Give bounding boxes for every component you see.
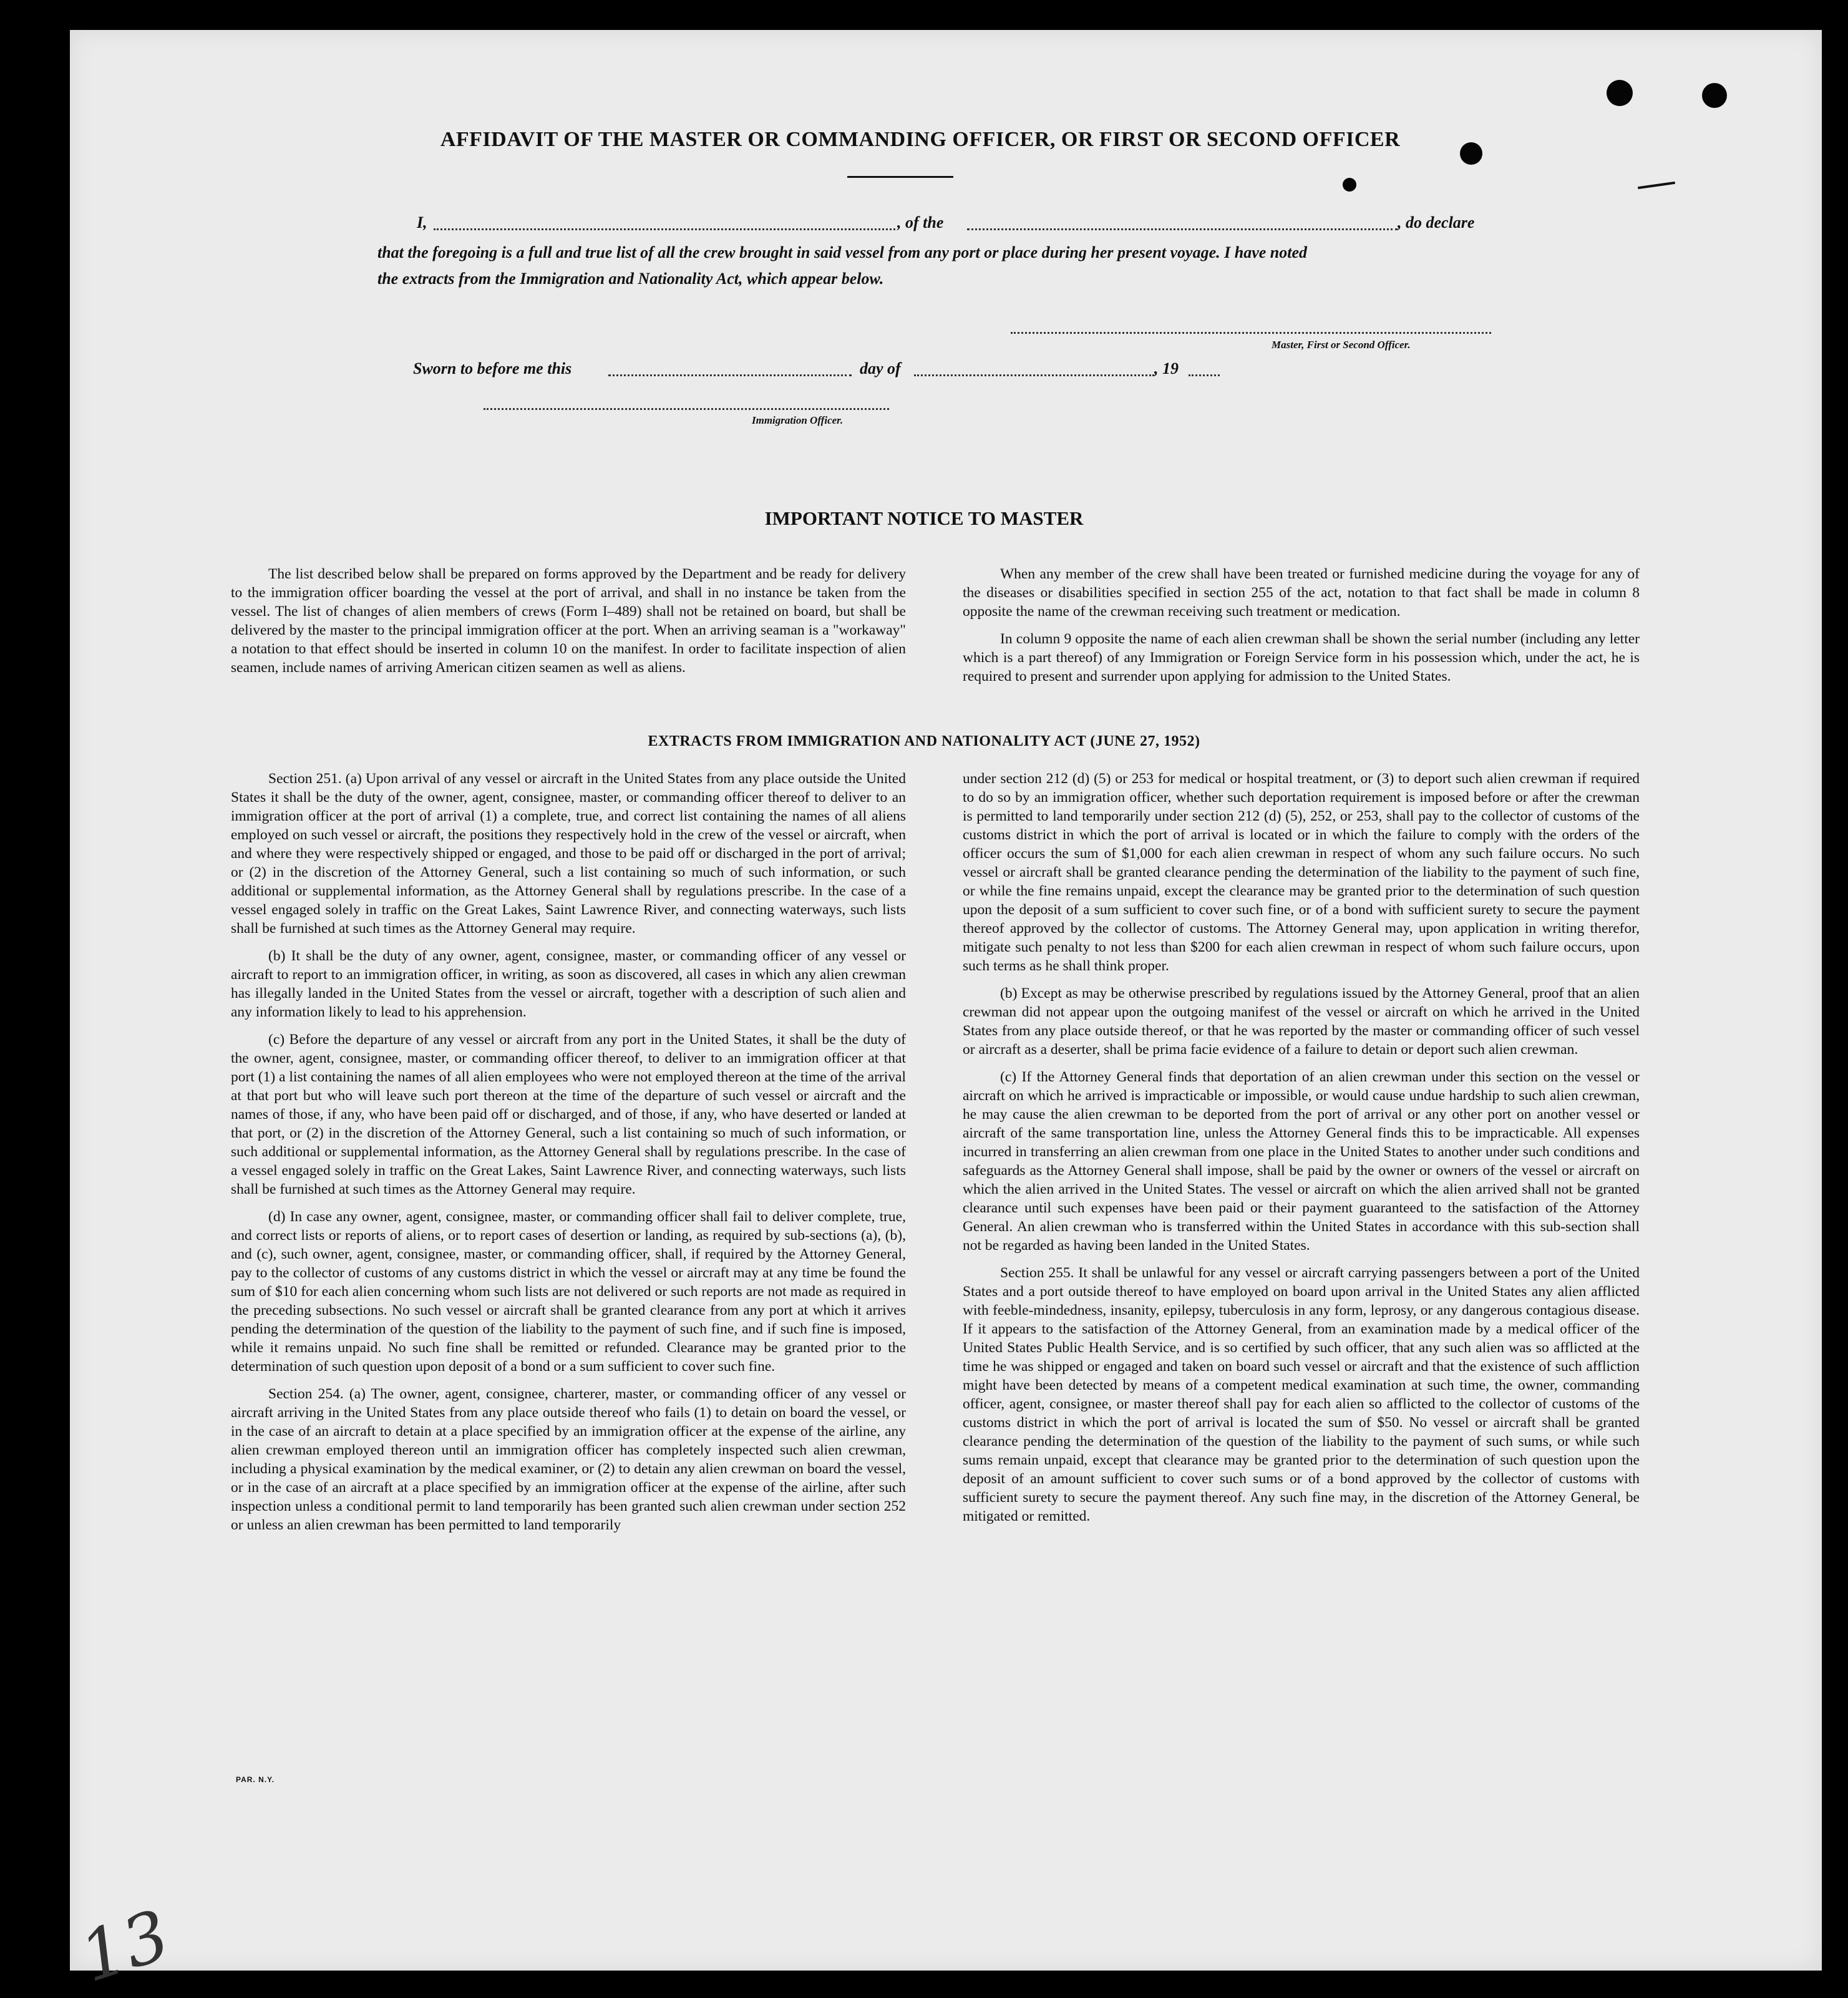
section-254c: (c) If the Attorney General finds that deportation of an alien crewman under this section on the vessel or aircraft on which he arrived is impracticable or impossible, or would cause undue hardship to such alien crewman, he may cause the alien crewman to be deported from the port of arrival or any other port on another vessel or aircraft of the same transportation line, unless the Attorney General finds this to be impracticable. All expenses incurred in transferring an alien crewman from one place in the United States to another under such conditions and safeguards as the Attorney General shall impose, shall be paid by the owner or owners of the vessel or aircraft on which the alien arrived in the United States. The vessel or aircraft on which the alien arrived shall not be granted clearance until such expenses have been paid or their payment guaranteed to the satisfaction of the Attorney General. An alien crewman who is transferred within the United States in accordance with this sub-section shall not be regarded as having been landed in the United States. — [963, 1069, 1640, 1254]
section-255: Section 255. It shall be unlawful for any vessel or aircraft carrying passengers between a port of the United States and a port outside thereof to have employed on board upon arrival in the United States any alien afflicted with feeble-mindedness, insanity, epilepsy, tuberculosis in any form, leprosy, or any dangerous contagious disease. If it appears to the satisfaction of the Attorney General, from an examination made by a medical officer of the United States Public Health Service, and is so certified by such officer, that any such alien was so afflicted at the time he was shipped or engaged and taken on board such vessel or aircraft and that the existence of such affliction might have been detected by means of a competent medical examination at such time, the owner, commanding officer, agent, consignee, or master thereof shall pay for each alien so afflicted to the collector of customs of the customs district in which the port of arrival is located the sum of $50. No vessel or aircraft shall be granted clearance pending the determination of the question of the liability to the payment of such sums, or while such sums remain unpaid, except that clearance may be granted prior to the determination of such question upon the deposit of an amount sufficient to cover such sums or of a bond approved by the collector of customs with sufficient surety to secure the payment thereof. Any such fine may, in the discretion of the Attorney General, be mitigated or remitted. — [963, 1265, 1640, 1524]
section-254a: Section 254. (a) The owner, agent, consignee, charterer, master, or commanding officer of any vessel or aircraft arriving in the United States from any place outside thereof who fails (1) to detain on board the vessel, or in the case of an aircraft to detain at a place specified by an immigration officer at the expense of the airline, any alien crewman employed thereon until an immigration officer has completely inspected such alien crewman, including a physical examination by the medical examiner, or (2) to detain any alien crewman on board the vessel, or in the case of an aircraft at a place specified by an immigration officer at the expense of the airline, after such inspection unless a conditional permit to land temporarily has been granted such alien crewman under section 252 or unless an alien crewman has been permitted to land temporarily — [231, 1386, 906, 1533]
title-underline — [847, 176, 953, 178]
section-251b: (b) It shall be the duty of any owner, agent, consignee, master, or commanding officer of any vessel or aircraft to report to an immigration officer, in writing, as soon as discovered, all cases in which any alien crewman has illegally landed in the United States from the vessel or aircraft, together with a description of such alien and any information likely to lead to his apprehension. — [231, 948, 906, 1020]
extracts-left-column — [231, 769, 906, 1543]
punch-hole-right — [1702, 83, 1727, 108]
master-signature-line[interactable] — [1011, 332, 1491, 334]
declaration-do-declare-label: , do declare — [1398, 213, 1475, 231]
declarant-name-blank[interactable] — [434, 228, 895, 230]
notice-right-column — [963, 565, 1640, 694]
declaration-i-label: I, — [417, 213, 427, 231]
master-signature-label: Master, First or Second Officer. — [1272, 339, 1411, 351]
sworn-day-blank[interactable] — [608, 374, 852, 376]
extracts-right-column — [963, 769, 1640, 1534]
declaration-of-the-label: , of the — [897, 213, 944, 231]
sworn-year-blank[interactable] — [1189, 374, 1220, 376]
punch-hole-left — [1607, 80, 1633, 106]
sworn-month-blank[interactable] — [914, 374, 1154, 376]
section-251d: (d) In case any owner, agent, consignee, master, or commanding officer shall fail to deliver complete, true, and correct lists or reports of aliens, or to report cases of desertion or landing, as required by sub-sections (a), (b), and (c), such owner, agent, consignee, master, or commanding officer, shall, if required by the Attorney General, pay to the collector of customs of any customs district in which the vessel or aircraft may at any time be found the sum of $10 for each alien concerning whom such lists are not delivered or such reports are not made as required in the preceding subsections. No such vessel or aircraft shall be granted clearance from any port at which it arrives pending the determination of the question of the liability to the payment of such fine, and if such fine is imposed, while it remains unpaid. No such fine shall be remitted or refunded. Clearance may be granted prior to the determination of such question upon deposit of a bond or a sum sufficient to cover such fine. — [231, 1209, 906, 1375]
section-254b: (b) Except as may be otherwise prescribed by regulations issued by the Attorney General, proof that an alien crewman did not appear upon the outgoing manifest of the vessel or aircraft on which he arrived in the United States from any place outside thereof, or that he was reported by the master or commanding officer of such vessel or aircraft as a deserter, shall be prima facie evidence of a failure to detain or deport such alien crewman. — [963, 985, 1640, 1058]
printer-mark: PAR. N.Y. — [236, 1775, 275, 1784]
sworn-year-label: , 19 — [1154, 359, 1179, 378]
declaration-statement: that the foregoing is a full and true list of all the crew brought in said vessel from any port or place during her present voyage. I have noted — [377, 243, 1308, 261]
sworn-label: Sworn to before me this — [413, 359, 572, 378]
declaration-statement-cont: the extracts from the Immigration and Nationality Act, which appear below. — [377, 270, 884, 288]
immigration-officer-signature-line[interactable] — [484, 408, 889, 410]
sworn-day-of-label: day of — [860, 359, 901, 378]
notice-title: IMPORTANT NOTICE TO MASTER — [764, 507, 1084, 529]
vessel-name-blank[interactable] — [967, 228, 1398, 230]
section-251c: (c) Before the departure of any vessel or aircraft from any port in the United States, it shall be the duty of the owner, agent, consignee, master, or commanding officer thereof, to deliver to an immigration officer at that port (1) a list containing the names of all alien employees who were not employed thereon at the time of the arrival at that port but who will leave such port thereon at the time of the departure of such vessel or aircraft and the names of those, if any, who have been paid off or discharged, and of those, if any, who have deserted or landed at that port, or (2) in the discretion of the Attorney General, such a list containing so much of such information, or such additional or supplemental information, as the Attorney General shall by regulations prescribe. In the case of a vessel engaged solely in traffic on the Great Lakes, Saint Lawrence River, and connecting waterways, such lists shall be furnished at such times as the Attorney General may require. — [231, 1031, 906, 1197]
ink-blot-small — [1343, 178, 1356, 192]
section-254a-continued: under section 212 (d) (5) or 253 for medical or hospital treatment, or (3) to deport such alien crewman if required to do so by an immigration officer, whether such deportation requirement is imposed before or after the crewman is permitted to land temporarily under section 212 (d) (5), 252, or 253, shall pay to the collector of customs of the customs district in which the port of arrival is located or in which the failure to comply with the orders of the officer occurs the sum of $1,000 for each alien crewman in respect of whom any such failure occurs. No such vessel or aircraft shall be granted clearance pending the determination of the liability to the payment of such fine, or while the fine remains unpaid, except the clearance may be granted prior to the determination of such question upon the deposit of a sum sufficient to cover such fine, or of a bond with sufficient surety to secure the payment thereof approved by the collector of customs. The Attorney General may, upon application in writing therefor, mitigate such penalty to not less than $200 for each alien crewman in respect of whom such failure occurs, upon such terms as he shall think proper. — [963, 771, 1640, 974]
extracts-title: EXTRACTS FROM IMMIGRATION AND NATIONALITY ACT (JUNE 27, 1952) — [648, 733, 1200, 749]
notice-paragraph: The list described below shall be prepared on forms approved by the Department and be ready for delivery to the immigration officer boarding the vessel at the port of arrival, and shall in no instance be taken from the vessel. The list of changes of alien members of crews (Form I–489) shall not be retained on board, but shall be delivered by the master to the principal immigration officer at the port. When an arriving seaman is a "workaway" a notation to that effect should be inserted in column 10 on the manifest. In order to facilitate inspection of alien seamen, include names of arriving American citizen seamen as well as aliens. — [231, 566, 906, 676]
immigration-officer-label: Immigration Officer. — [752, 414, 844, 426]
handwritten-page-number: 13 — [71, 1894, 179, 1998]
notice-paragraph: In column 9 opposite the name of each alien crewman shall be shown the serial number (including any letter which is a part thereof) of any Immigration or Foreign Service form in his possession which, under the act, he is required to present and surrender upon applying for admission to the United States. — [963, 631, 1640, 685]
notice-paragraph: When any member of the crew shall have been treated or furnished medicine during the voyage for any of the diseases or disabilities specified in section 255 of the act, notation to that fact shall be made in column 8 opposite the name of the crewman receiving such treatment or medication. — [963, 566, 1640, 620]
affidavit-title: AFFIDAVIT OF THE MASTER OR COMMANDING OFFICER, OR FIRST OR SECOND OFFICER — [440, 128, 1401, 151]
notice-left-column — [231, 565, 906, 686]
section-251a: Section 251. (a) Upon arrival of any vessel or aircraft in the United States from any place outside the United States it shall be the duty of the owner, agent, consignee, master, or commanding officer thereof to deliver to an immigration officer at the port of arrival (1) a complete, true, and correct list containing the names of all aliens employed on such vessel or aircraft, the positions they respectively hold in the crew of the vessel or aircraft, when and where they were respectively shipped or engaged, and those to be paid off or discharged in the port of arrival; or (2) in the discretion of the Attorney General, such a list containing so much of such information, or such additional or supplemental information, as the Attorney General shall by regulations prescribe. In the case of a vessel engaged solely in traffic on the Great Lakes, Saint Lawrence River, and connecting waterways, such lists shall be furnished at such times as the Attorney General may require. — [231, 771, 906, 937]
